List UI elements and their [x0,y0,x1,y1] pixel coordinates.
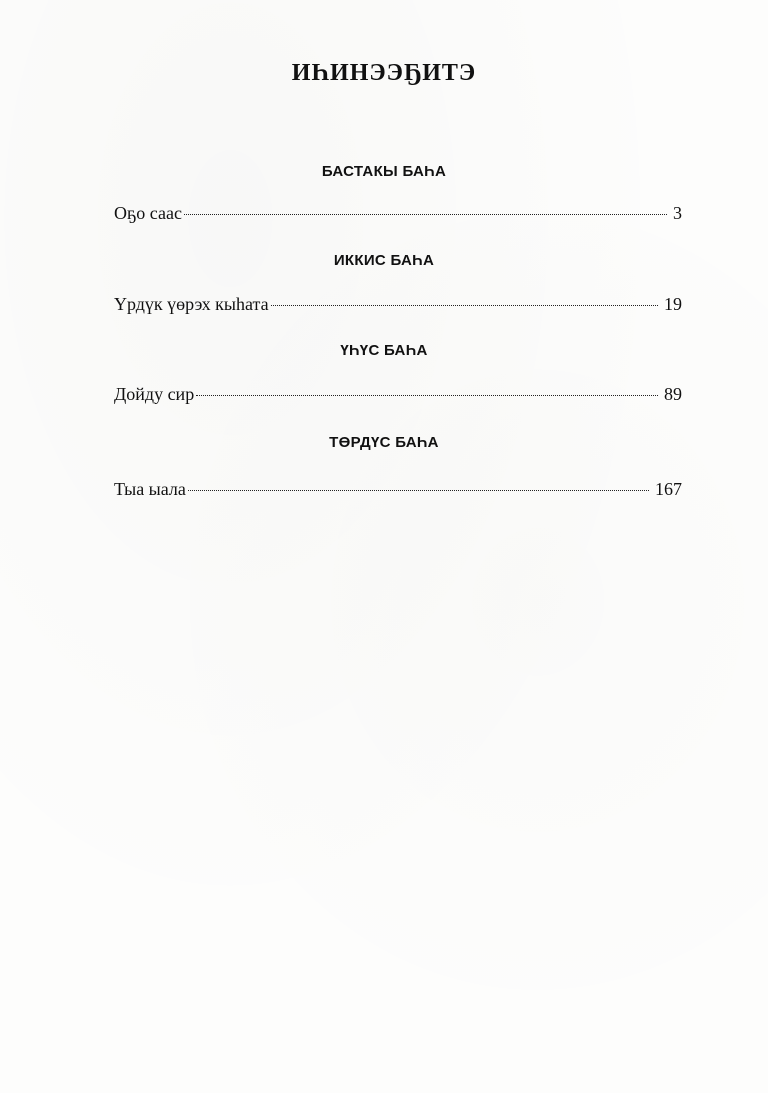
dot-leader [196,395,658,396]
toc-page-number: 89 [664,384,682,404]
dot-leader [184,214,667,215]
toc-entry-2[interactable] [114,294,682,315]
toc-entry-3[interactable] [114,384,682,405]
toc-entry-label: Тыа ыала [114,479,186,499]
section-heading-2: ИККИС БАҺА [333,252,435,269]
toc-page-number: 19 [664,294,682,314]
toc-entry-label: Үрдүк үөрэх кыһата [114,294,269,314]
toc-entry-label: Дойду сир [114,384,195,404]
section-heading-4: ТӨРДҮС БАҺА [329,434,439,451]
dot-leader [188,490,649,491]
section-heading-3: ҮҺҮС БАҺА [340,342,428,359]
toc-entry-label: Оҕо саас [114,203,182,223]
toc-page-number: 167 [655,479,682,499]
dot-leader [271,305,658,306]
toc-entry-4[interactable] [114,479,682,500]
toc-entry-1[interactable] [114,203,682,224]
toc-page-number: 3 [673,203,682,223]
page-title: ИҺИНЭЭҔИТЭ [291,60,477,86]
section-heading-1: БАСТАКЫ БАҺА [321,163,447,180]
